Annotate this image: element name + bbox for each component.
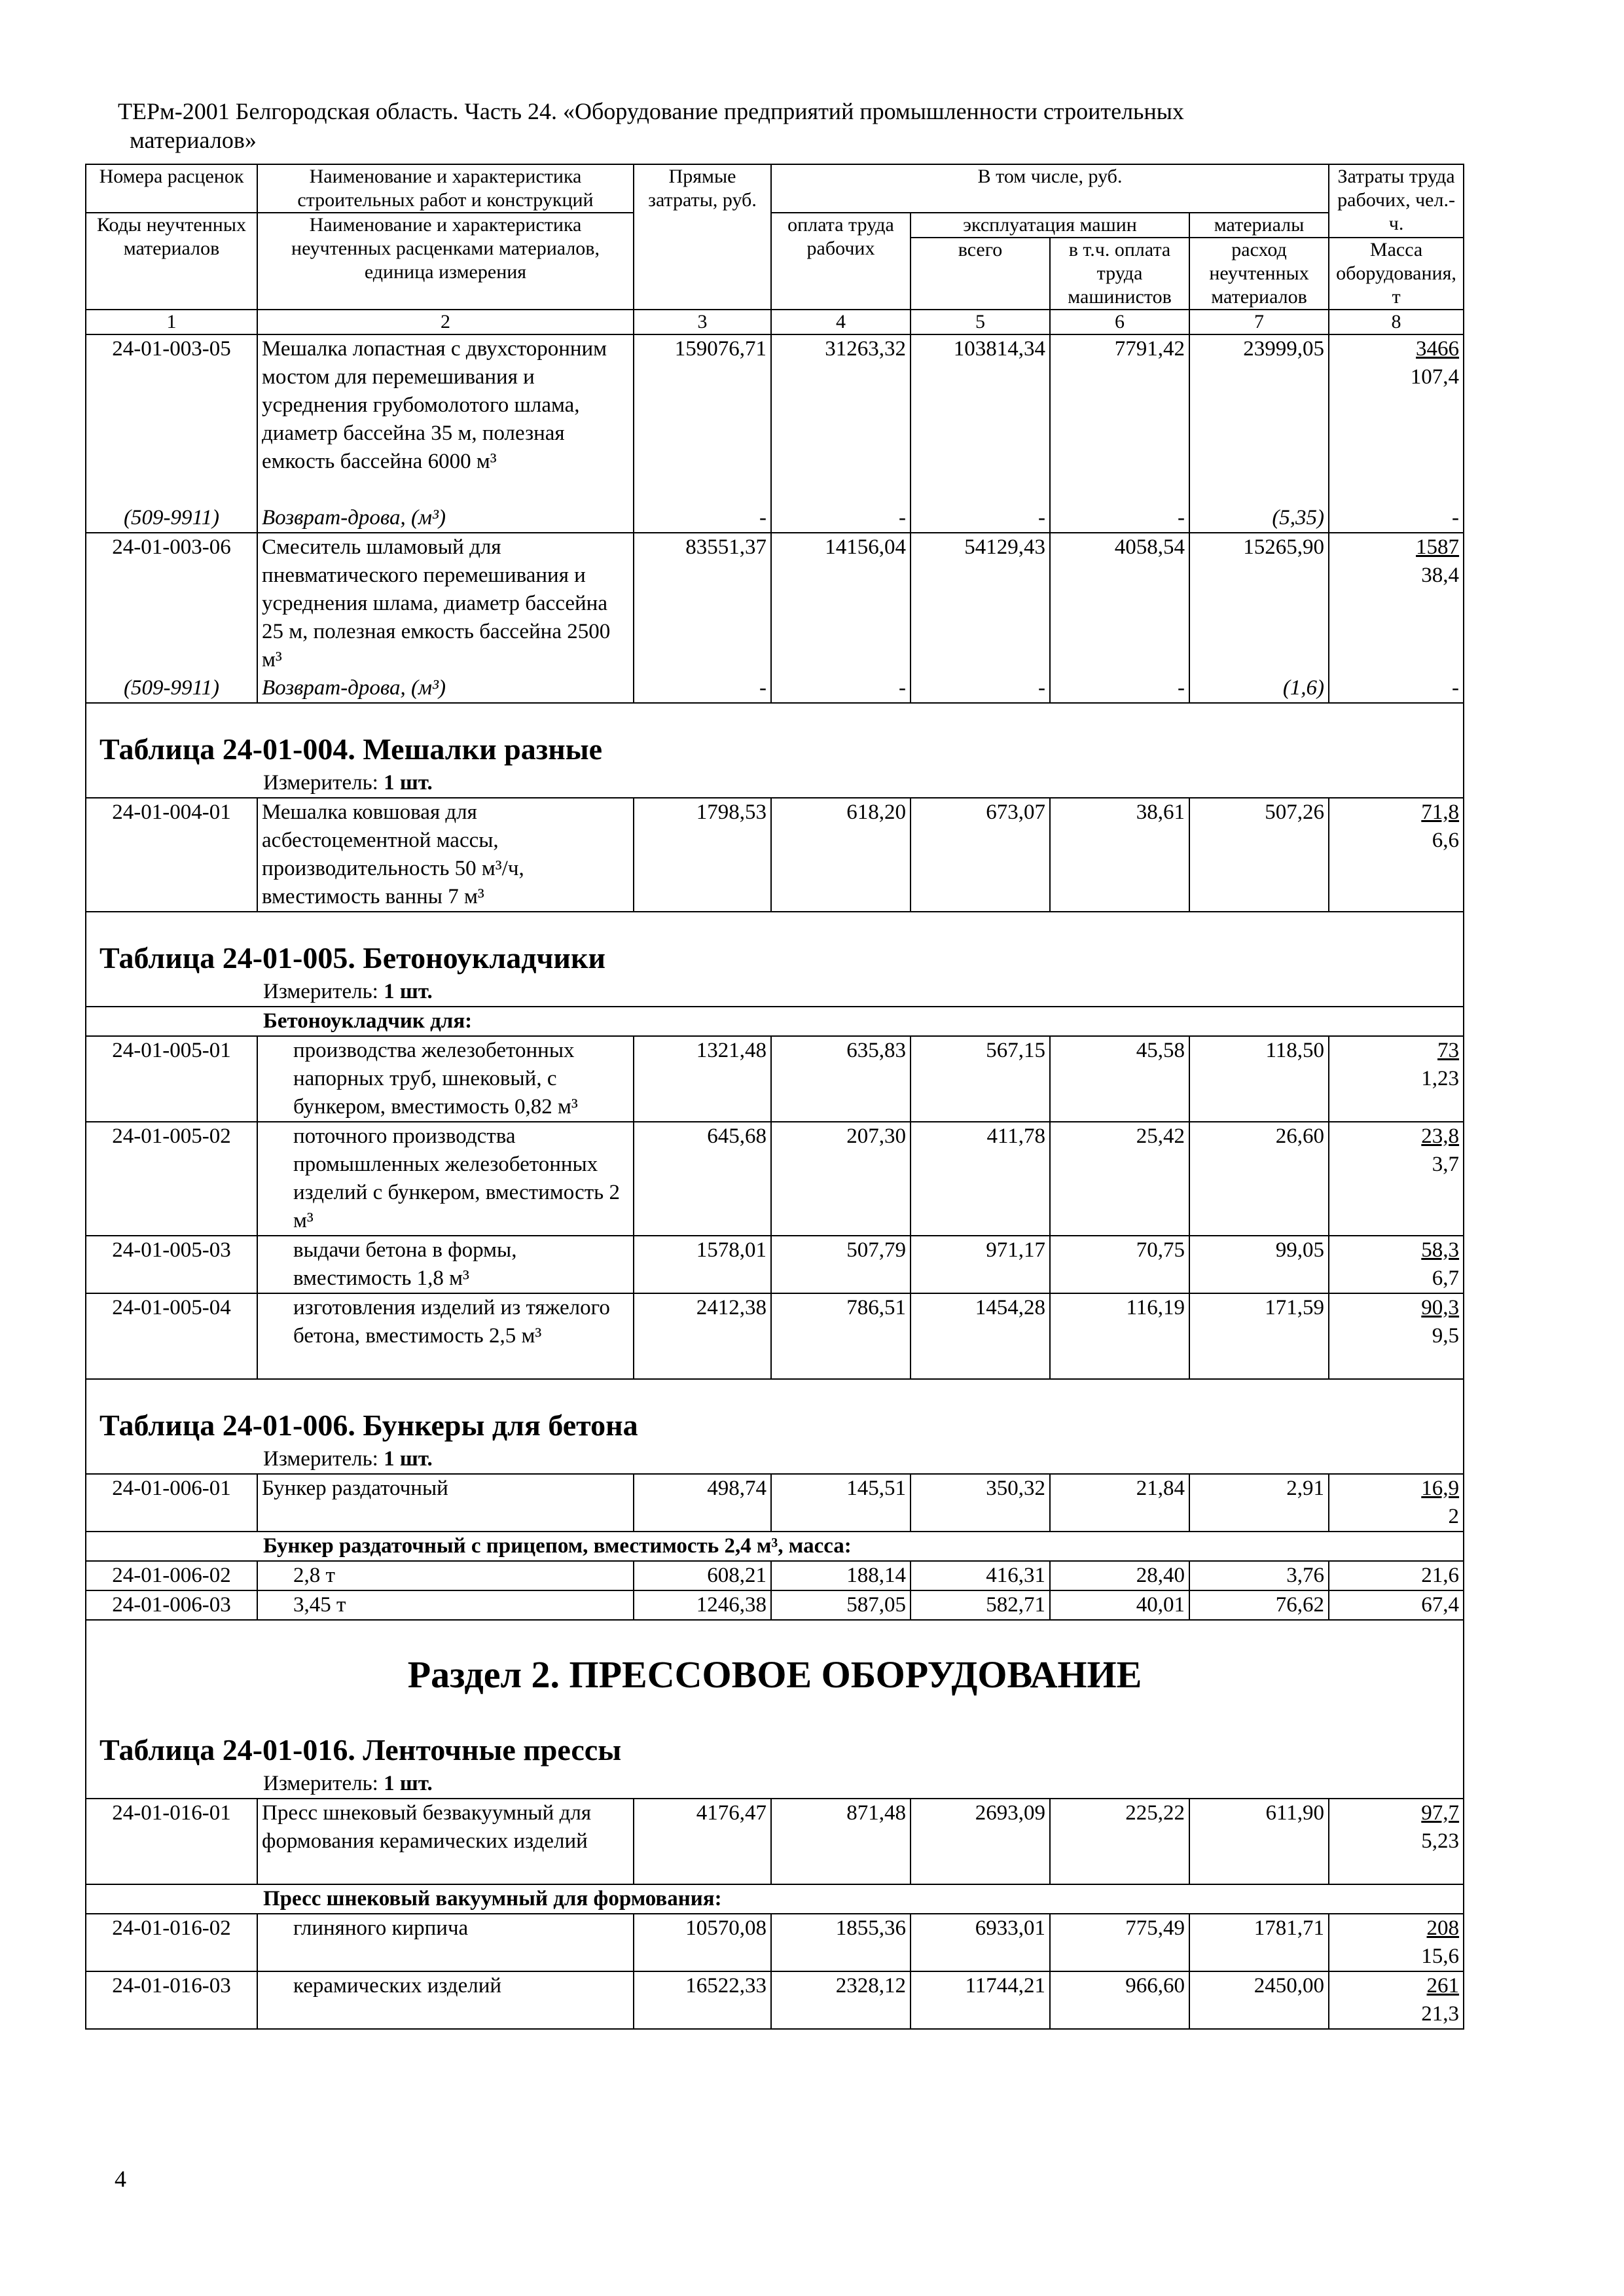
- header-line-1: ТЕРм-2001 Белгородская область. Часть 24. «Оборудование предприятий промышленности строительных: [118, 98, 1184, 124]
- labor-mass: [1329, 1122, 1464, 1236]
- direct-costs: 498,74: [634, 1474, 771, 1532]
- col-4-head: оплата труда рабочих: [771, 213, 911, 310]
- labor-hours: 97,7: [1421, 1801, 1460, 1825]
- section-title: Раздел 2. ПРЕССОВОЕ ОБОРУДОВАНИЕ: [86, 1620, 1464, 1704]
- labor-pay: 871,48: [771, 1799, 911, 1884]
- labor-mass: [1329, 1293, 1464, 1379]
- table-row: [86, 1293, 1464, 1379]
- measure-label: Измеритель:: [263, 771, 378, 795]
- operator-pay: 45,58: [1050, 1036, 1189, 1122]
- labor-mass: [1329, 1914, 1464, 1971]
- machines-total: 350,32: [911, 1474, 1050, 1532]
- rate-name: Пресс шнековый безвакуумный для формования керамических изделий: [257, 1799, 634, 1884]
- table-006-title-row: [86, 1379, 1464, 1445]
- operator-pay: 966,60: [1050, 1971, 1189, 2029]
- labor-pay: 1855,36: [771, 1914, 911, 1971]
- equipment-mass: 15,6: [1421, 1945, 1460, 1968]
- table-row: [86, 533, 1464, 674]
- operator-pay: 4058,54: [1050, 533, 1189, 674]
- col-7-head: расход неучтенных материалов: [1189, 238, 1329, 310]
- material-row: [86, 504, 1464, 533]
- materials: 2,91: [1189, 1474, 1329, 1532]
- labor-pay: 587,05: [771, 1590, 911, 1620]
- machines-head: эксплуатация машин: [911, 213, 1189, 238]
- material-c5: -: [911, 674, 1050, 703]
- incl-head: В том числе, руб.: [771, 164, 1329, 213]
- group-heading: Пресс шнековый вакуумный для формования:: [86, 1884, 1464, 1914]
- machines-total: 411,78: [911, 1122, 1050, 1236]
- measure-label: Измеритель:: [263, 1772, 378, 1795]
- labor-mass: [1329, 1799, 1464, 1884]
- labor-hours: 16,9: [1421, 1477, 1460, 1500]
- measure-value: 1 шт.: [384, 1772, 433, 1795]
- measure-line: [86, 1445, 1464, 1474]
- material-c3: -: [634, 674, 771, 703]
- equipment-mass: 21,3: [1421, 2002, 1460, 2026]
- labor-hours: 23,8: [1421, 1124, 1460, 1148]
- table-row: [86, 1236, 1464, 1293]
- material-code: (509-9911): [86, 504, 257, 533]
- col-8-head-b: Масса оборудования, т: [1329, 238, 1464, 310]
- machines-total: 416,31: [911, 1561, 1050, 1590]
- material-name: Возврат-дрова, (м³): [257, 674, 634, 703]
- labor-pay: 2328,12: [771, 1971, 911, 2029]
- measure-row: [86, 978, 1464, 1007]
- rate-name: поточного производства промышленных железобетонных изделий с бункером, вместимость 2 м³: [257, 1122, 634, 1236]
- table-title: Таблица 24-01-004. Мешалки разные: [86, 703, 1464, 769]
- labor-mass: [1329, 1236, 1464, 1293]
- operator-pay: 775,49: [1050, 1914, 1189, 1971]
- table-title: Таблица 24-01-016. Ленточные прессы: [86, 1704, 1464, 1770]
- table-title: Таблица 24-01-005. Бетоноукладчики: [86, 912, 1464, 978]
- rate-name: 2,8 т: [257, 1561, 634, 1590]
- column-numbers-row: [86, 310, 1464, 334]
- machines-total: 567,15: [911, 1036, 1050, 1122]
- labor-pay: 635,83: [771, 1036, 911, 1122]
- labor-mass: [1329, 798, 1464, 912]
- machines-total: 6933,01: [911, 1914, 1050, 1971]
- direct-costs: 159076,71: [634, 334, 771, 504]
- labor-mass: [1329, 334, 1464, 504]
- equipment-mass: 5,23: [1421, 1829, 1460, 1853]
- equipment-mass: 38,4: [1421, 564, 1460, 587]
- header-row-1: [86, 164, 1464, 213]
- material-c3: -: [634, 504, 771, 533]
- labor-pay: 145,51: [771, 1474, 911, 1532]
- rate-name: глиняного кирпича: [257, 1914, 634, 1971]
- equipment-mass: 9,5: [1432, 1324, 1460, 1348]
- labor-mass: [1329, 1474, 1464, 1532]
- col-num-6: 6: [1050, 310, 1189, 334]
- material-c6: -: [1050, 504, 1189, 533]
- machines-total: 2693,09: [911, 1799, 1050, 1884]
- material-c6: -: [1050, 674, 1189, 703]
- rate-code: 24-01-006-03: [86, 1590, 257, 1620]
- table-row: [86, 1590, 1464, 1620]
- rate-name: производства железобетонных напорных труб, шнековый, с бункером, вместимость 0,82 м³: [257, 1036, 634, 1122]
- rate-code: 24-01-016-02: [86, 1914, 257, 1971]
- rate-code: 24-01-005-02: [86, 1122, 257, 1236]
- material-c7: (1,6): [1189, 674, 1329, 703]
- labor-pay: 507,79: [771, 1236, 911, 1293]
- material-c8: -: [1329, 674, 1464, 703]
- rate-code: 24-01-006-02: [86, 1561, 257, 1590]
- machines-total: 1454,28: [911, 1293, 1050, 1379]
- group-heading: Бункер раздаточный с прицепом, вместимость 2,4 м³, масса:: [86, 1532, 1464, 1561]
- group-row: [86, 1007, 1464, 1036]
- labor-pay: 786,51: [771, 1293, 911, 1379]
- table-row: [86, 1474, 1464, 1532]
- material-name: Возврат-дрова, (м³): [257, 504, 634, 533]
- rate-code: 24-01-006-01: [86, 1474, 257, 1532]
- table-016-title-row: [86, 1704, 1464, 1770]
- materials: 23999,05: [1189, 334, 1329, 504]
- labor-pay: 31263,32: [771, 334, 911, 504]
- group-row: [86, 1884, 1464, 1914]
- rate-code: 24-01-004-01: [86, 798, 257, 912]
- rate-code: 24-01-003-05: [86, 334, 257, 504]
- labor-hours: 3466: [1416, 337, 1460, 361]
- document-header: [118, 97, 1427, 154]
- materials: 15265,90: [1189, 533, 1329, 674]
- header-row-2: [86, 213, 1464, 238]
- col-1-head-b: Коды неучтенных материалов: [86, 213, 257, 310]
- operator-pay: 116,19: [1050, 1293, 1189, 1379]
- equipment-mass: 2: [1448, 1505, 1460, 1528]
- col-num-5: 5: [911, 310, 1050, 334]
- equipment-mass: 6,6: [1432, 829, 1460, 852]
- materials: 26,60: [1189, 1122, 1329, 1236]
- labor-mass: [1329, 1036, 1464, 1122]
- col-2-head-b: Наименование и характеристика неучтенных расценками материалов, единица измерения: [257, 213, 634, 310]
- rate-name: Мешалка ковшовая для асбестоцементной массы, производительность 50 м³/ч, вместимость ванны 7 м³: [257, 798, 634, 912]
- labor-mass: [1329, 1971, 1464, 2029]
- labor-pay: 207,30: [771, 1122, 911, 1236]
- operator-pay: 38,61: [1050, 798, 1189, 912]
- rate-code: 24-01-005-04: [86, 1293, 257, 1379]
- col-num-3: 3: [634, 310, 771, 334]
- labor-hours: 71,8: [1421, 800, 1460, 824]
- labor-hours: 58,3: [1421, 1238, 1460, 1262]
- labor-hours: 67,4: [1329, 1590, 1464, 1620]
- direct-costs: 1246,38: [634, 1590, 771, 1620]
- direct-costs: 608,21: [634, 1561, 771, 1590]
- machines-total: 11744,21: [911, 1971, 1050, 2029]
- material-code: (509-9911): [86, 674, 257, 703]
- price-table: [85, 164, 1464, 2030]
- labor-hours: 261: [1426, 1974, 1460, 1998]
- rate-code: 24-01-016-03: [86, 1971, 257, 2029]
- col-num-7: 7: [1189, 310, 1329, 334]
- measure-line: [86, 1770, 1464, 1799]
- operator-pay: 225,22: [1050, 1799, 1189, 1884]
- table-005-title-row: [86, 912, 1464, 978]
- material-row: [86, 674, 1464, 703]
- table-row: [86, 1122, 1464, 1236]
- col-2-head-a: Наименование и характеристика строительных работ и конструкций: [257, 164, 634, 213]
- direct-costs: 645,68: [634, 1122, 771, 1236]
- measure-row: [86, 1770, 1464, 1799]
- operator-pay: 21,84: [1050, 1474, 1189, 1532]
- machines-total: 582,71: [911, 1590, 1050, 1620]
- materials-head: материалы: [1189, 213, 1329, 238]
- table-row: [86, 1971, 1464, 2029]
- col-5-head: всего: [911, 238, 1050, 310]
- group-heading: Бетоноукладчик для:: [86, 1007, 1464, 1036]
- direct-costs: 83551,37: [634, 533, 771, 674]
- direct-costs: 10570,08: [634, 1914, 771, 1971]
- rate-code: 24-01-005-01: [86, 1036, 257, 1122]
- col-num-2: 2: [257, 310, 634, 334]
- material-c5: -: [911, 504, 1050, 533]
- measure-value: 1 шт.: [384, 1447, 433, 1471]
- col-num-8: 8: [1329, 310, 1464, 334]
- section-row: [86, 1620, 1464, 1704]
- machines-total: 971,17: [911, 1236, 1050, 1293]
- direct-costs: 1798,53: [634, 798, 771, 912]
- machines-total: 673,07: [911, 798, 1050, 912]
- table-004-title-row: [86, 703, 1464, 769]
- col-num-1: 1: [86, 310, 257, 334]
- col-num-4: 4: [771, 310, 911, 334]
- rate-name: Бункер раздаточный: [257, 1474, 634, 1532]
- page-number: 4: [115, 2166, 126, 2192]
- labor-hours: 1587: [1416, 535, 1460, 559]
- operator-pay: 28,40: [1050, 1561, 1189, 1590]
- measure-value: 1 шт.: [384, 980, 433, 1003]
- rate-name: керамических изделий: [257, 1971, 634, 2029]
- materials: 507,26: [1189, 798, 1329, 912]
- machines-total: 54129,43: [911, 533, 1050, 674]
- operator-pay: 70,75: [1050, 1236, 1189, 1293]
- machines-total: 103814,34: [911, 334, 1050, 504]
- col-8-head-a: Затраты труда рабочих, чел.-ч.: [1329, 164, 1464, 238]
- labor-hours: 208: [1426, 1916, 1460, 1940]
- material-c8: -: [1329, 504, 1464, 533]
- table-row: [86, 1036, 1464, 1122]
- measure-label: Измеритель:: [263, 1447, 378, 1471]
- materials: 118,50: [1189, 1036, 1329, 1122]
- labor-pay: 618,20: [771, 798, 911, 912]
- material-c7: (5,35): [1189, 504, 1329, 533]
- direct-costs: 1578,01: [634, 1236, 771, 1293]
- direct-costs: 1321,48: [634, 1036, 771, 1122]
- table-row: [86, 1914, 1464, 1971]
- labor-hours: 21,6: [1329, 1561, 1464, 1590]
- equipment-mass: 3,7: [1432, 1153, 1460, 1176]
- direct-costs: 4176,47: [634, 1799, 771, 1884]
- material-c4: -: [771, 504, 911, 533]
- labor-pay: 14156,04: [771, 533, 911, 674]
- measure-row: [86, 1445, 1464, 1474]
- table-title: Таблица 24-01-006. Бункеры для бетона: [86, 1379, 1464, 1445]
- materials: 99,05: [1189, 1236, 1329, 1293]
- materials: 3,76: [1189, 1561, 1329, 1590]
- materials: 1781,71: [1189, 1914, 1329, 1971]
- operator-pay: 40,01: [1050, 1590, 1189, 1620]
- measure-line: [86, 978, 1464, 1007]
- table-row: [86, 1561, 1464, 1590]
- rate-name: выдачи бетона в формы, вместимость 1,8 м³: [257, 1236, 634, 1293]
- col-1-head-a: Номера расценок: [86, 164, 257, 213]
- measure-row: [86, 769, 1464, 798]
- labor-hours: 90,3: [1421, 1296, 1460, 1319]
- table-row: [86, 334, 1464, 504]
- materials: 611,90: [1189, 1799, 1329, 1884]
- labor-mass: [1329, 533, 1464, 674]
- header-line-2: материалов»: [130, 127, 257, 153]
- labor-pay: 188,14: [771, 1561, 911, 1590]
- rate-code: 24-01-016-01: [86, 1799, 257, 1884]
- table-row: [86, 1799, 1464, 1884]
- rate-name: изготовления изделий из тяжелого бетона, вместимость 2,5 м³: [257, 1293, 634, 1379]
- measure-line: [86, 769, 1464, 798]
- rate-name: Мешалка лопастная с двухсторонним мостом для перемешивания и усреднения грубомолотого шлама, диаметр бассейна 35 м, полезная емкость бассейна 6000 м³: [257, 334, 634, 504]
- rate-name: 3,45 т: [257, 1590, 634, 1620]
- labor-hours: 73: [1437, 1039, 1460, 1062]
- material-c4: -: [771, 674, 911, 703]
- materials: 171,59: [1189, 1293, 1329, 1379]
- materials: 76,62: [1189, 1590, 1329, 1620]
- direct-costs: 16522,33: [634, 1971, 771, 2029]
- measure-value: 1 шт.: [384, 771, 433, 795]
- direct-costs: 2412,38: [634, 1293, 771, 1379]
- table-row: [86, 798, 1464, 912]
- equipment-mass: 6,7: [1432, 1266, 1460, 1290]
- operator-pay: 7791,42: [1050, 334, 1189, 504]
- equipment-mass: 1,23: [1421, 1067, 1460, 1090]
- rate-code: 24-01-003-06: [86, 533, 257, 674]
- measure-label: Измеритель:: [263, 980, 378, 1003]
- col-6-head: в т.ч. оплата труда машинистов: [1050, 238, 1189, 310]
- rate-name: Смеситель шламовый для пневматического перемешивания и усреднения шлама, диаметр бассейна 25 м, полезная емкость бассейна 2500 м³: [257, 533, 634, 674]
- equipment-mass: 107,4: [1410, 365, 1460, 389]
- rate-code: 24-01-005-03: [86, 1236, 257, 1293]
- materials: 2450,00: [1189, 1971, 1329, 2029]
- col-3-head: Прямые затраты, руб.: [634, 164, 771, 310]
- operator-pay: 25,42: [1050, 1122, 1189, 1236]
- group-row: [86, 1532, 1464, 1561]
